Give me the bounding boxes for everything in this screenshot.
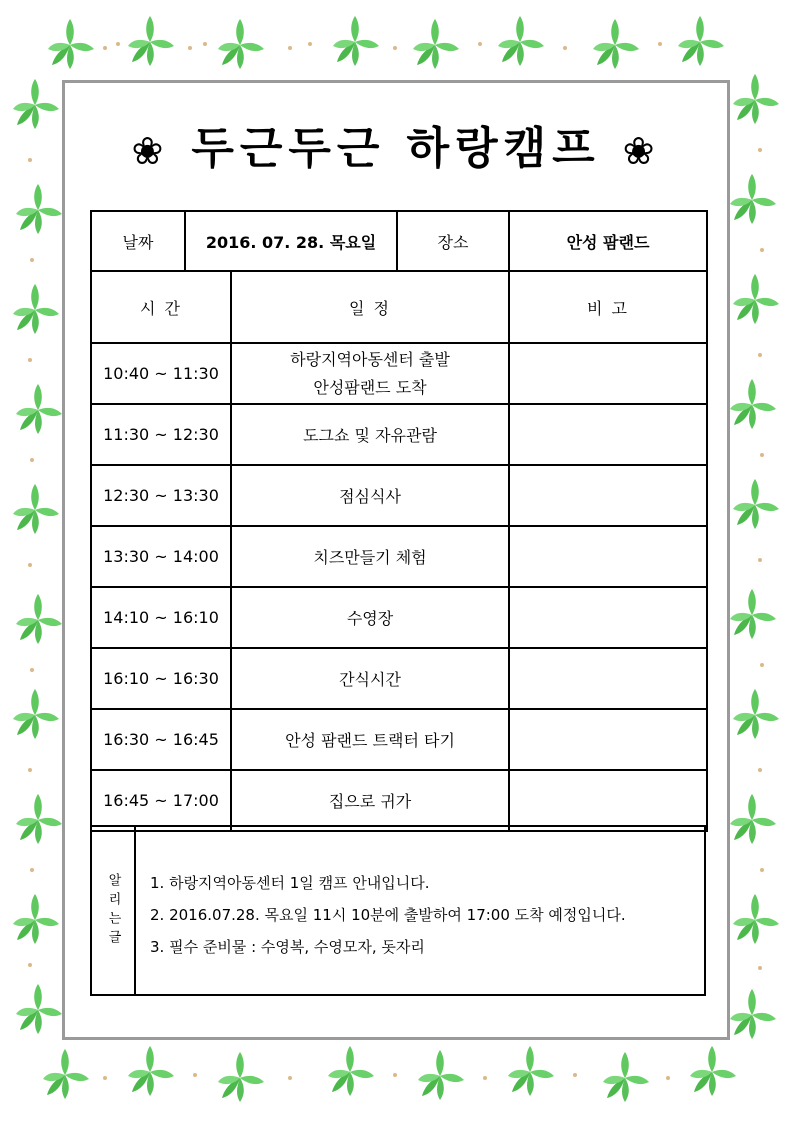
table-row <box>91 343 707 404</box>
date-value: 2016. 07. 28. 목요일 <box>185 211 397 271</box>
schedule-table <box>90 210 708 832</box>
table-row <box>91 465 707 526</box>
note-cell <box>509 526 707 587</box>
notice-label-cell <box>92 827 136 994</box>
info-row <box>91 211 707 271</box>
table-row <box>91 709 707 770</box>
flower-icon: ❀ <box>131 129 170 173</box>
note-cell <box>509 770 707 831</box>
activity-line: 하랑지역아동센터 출발 <box>290 349 450 369</box>
notice-item: 2. 2016.07.28. 목요일 11시 10분에 출발하여 17:00 도착 예정입니다. <box>150 906 626 924</box>
header-row <box>91 271 707 343</box>
table-row <box>91 770 707 831</box>
note-cell <box>509 648 707 709</box>
time-cell: 13:30 ~ 14:00 <box>91 526 231 587</box>
activity-line: 안성팜랜드 도착 <box>313 377 427 397</box>
activity-cell: 집으로 귀가 <box>231 770 509 831</box>
notice-items <box>150 867 626 963</box>
time-cell: 10:40 ~ 11:30 <box>91 343 231 404</box>
header-note: 비 고 <box>509 271 707 343</box>
note-cell <box>509 709 707 770</box>
activity-cell: 간식시간 <box>231 648 509 709</box>
activity-cell: 치즈만들기 체험 <box>231 526 509 587</box>
flower-icon: ❀ <box>622 129 661 173</box>
notice-label: 알리는글 <box>105 872 121 949</box>
table-row <box>91 526 707 587</box>
note-cell <box>509 404 707 465</box>
date-label: 날짜 <box>91 211 185 271</box>
activity-cell: 수영장 <box>231 587 509 648</box>
time-cell: 16:10 ~ 16:30 <box>91 648 231 709</box>
table-row <box>91 587 707 648</box>
activity-cell: 점심식사 <box>231 465 509 526</box>
title-text: 두근두근 하랑캠프 <box>191 123 601 174</box>
time-cell: 11:30 ~ 12:30 <box>91 404 231 465</box>
time-cell: 14:10 ~ 16:10 <box>91 587 231 648</box>
time-cell: 16:30 ~ 16:45 <box>91 709 231 770</box>
time-cell: 12:30 ~ 13:30 <box>91 465 231 526</box>
place-label: 장소 <box>397 211 509 271</box>
notice-item: 3. 필수 준비물 : 수영복, 수영모자, 돗자리 <box>150 938 425 956</box>
table-row <box>91 404 707 465</box>
activity-cell: 도그쇼 및 자유관람 <box>231 404 509 465</box>
note-cell <box>509 465 707 526</box>
page-title <box>62 112 730 176</box>
activity-cell <box>231 343 509 404</box>
note-cell <box>509 343 707 404</box>
notice-item: 1. 하랑지역아동센터 1일 캠프 안내입니다. <box>150 874 430 892</box>
header-schedule: 일 정 <box>231 271 509 343</box>
header-time: 시 간 <box>91 271 231 343</box>
place-value: 안성 팜랜드 <box>509 211 707 271</box>
notice-box <box>90 825 706 996</box>
table-row <box>91 648 707 709</box>
time-cell: 16:45 ~ 17:00 <box>91 770 231 831</box>
note-cell <box>509 587 707 648</box>
activity-cell: 안성 팜랜드 트랙터 타기 <box>231 709 509 770</box>
